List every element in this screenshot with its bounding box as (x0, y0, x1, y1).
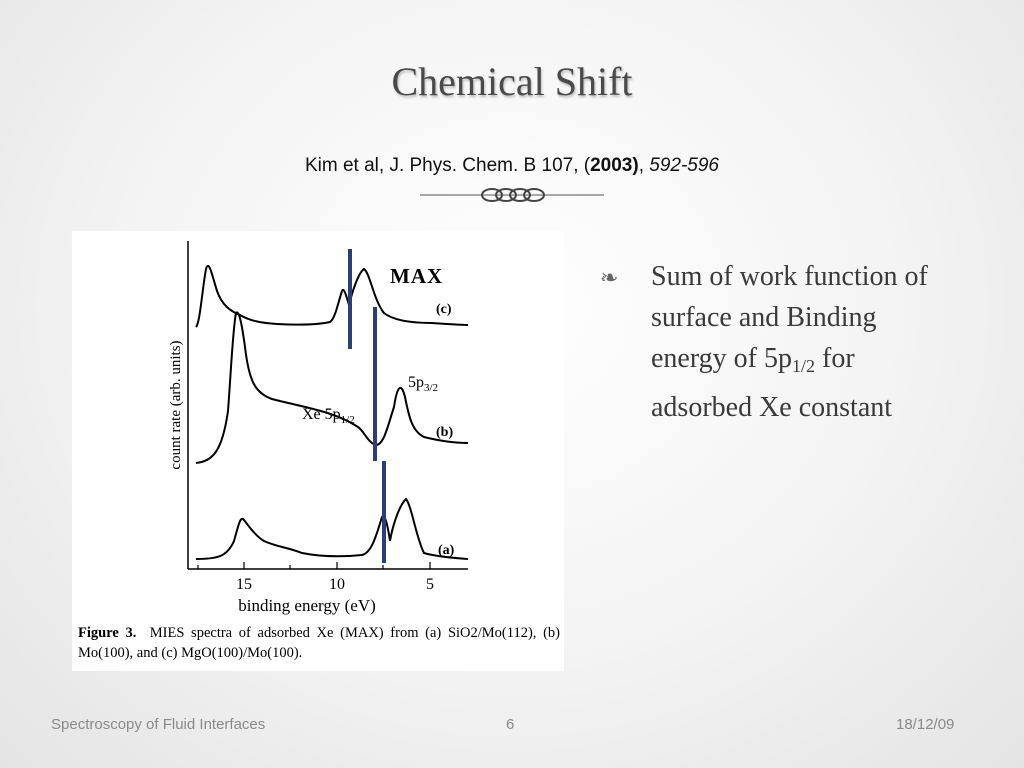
reference-citation (0, 155, 1024, 177)
series-label-c: (c) (436, 302, 452, 317)
footer-date: 18/12/09 (896, 716, 955, 733)
scroll-ornament-icon (420, 184, 604, 206)
figure-caption (78, 623, 560, 663)
citation-pages: 592-596 (649, 155, 719, 176)
bullet-flourish-icon: ❧ (600, 266, 619, 291)
series-label-a: (a) (438, 543, 455, 558)
bullet-subscript: 1/2 (792, 356, 816, 376)
x-tick-label: 15 (236, 576, 252, 593)
footer-page-number: 6 (506, 716, 515, 733)
bullet-text-part2: for adsorbed Xe constant (651, 343, 893, 423)
spectrum-a-line (196, 499, 468, 559)
series-label-b: (b) (436, 425, 454, 440)
footer-course-title: Spectroscopy of Fluid Interfaces (51, 716, 266, 733)
x-tick-label: 5 (426, 576, 434, 593)
figure-panel (72, 231, 564, 671)
x-tick-label: 10 (329, 576, 345, 593)
citation-separator: , (638, 155, 650, 176)
mies-spectra-chart (72, 231, 564, 623)
legend-max: MAX (390, 264, 444, 288)
citation-year: 2003) (590, 155, 639, 176)
caption-label: Figure 3. (78, 625, 137, 641)
caption-text: MIES spectra of adsorbed Xe (MAX) from (a) SiO2/Mo(112), (b) Mo(100), and (c) MgO(100)/Mo(100). (78, 625, 561, 661)
peak-label-5p32: $5p_{3/2}$ (408, 374, 439, 394)
bullet-text-part1: Sum of work function of surface and Binding energy of 5p (651, 261, 928, 374)
citation-prefix: Kim et al, J. Phys. Chem. B 107, ( (304, 155, 591, 176)
x-axis-label: binding energy (eV) (238, 596, 376, 615)
slide-title: Chemical Shift (391, 59, 633, 104)
y-axis-label: count rate (arb. units) (168, 340, 184, 470)
x-ticks (198, 562, 430, 569)
bullet-text (651, 256, 951, 428)
peak-label-5p12: Xe $5p_{1/2}$ (302, 406, 355, 426)
